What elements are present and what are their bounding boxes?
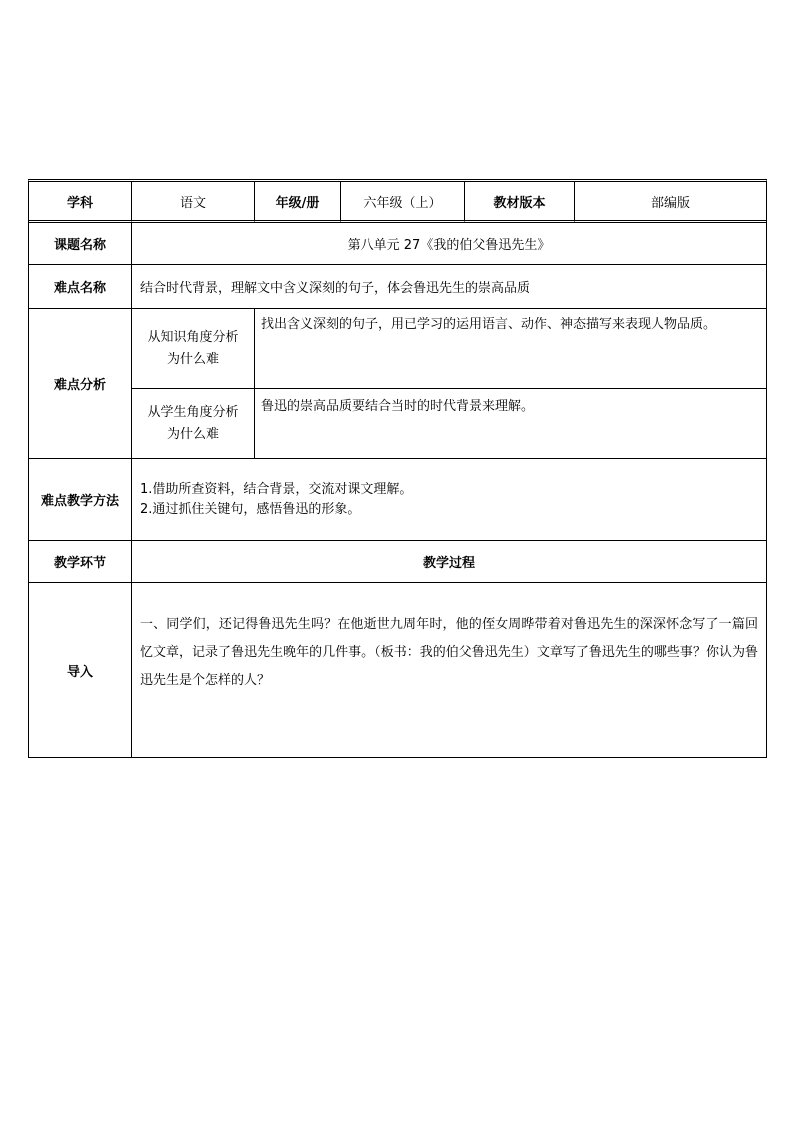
- student-label: [132, 389, 255, 459]
- student-label-line2: 为什么难: [166, 426, 219, 442]
- method-label: 难点教学方法: [29, 459, 132, 541]
- knowledge-label-line2: 为什么难: [166, 351, 219, 367]
- analysis-label: 难点分析: [29, 309, 132, 459]
- method-row: [29, 459, 766, 541]
- lesson-label: 课题名称: [29, 223, 132, 265]
- lesson-row: [29, 223, 766, 265]
- method-line-1: 1.借助所查资料，结合背景，交流对课文理解。: [140, 481, 413, 497]
- stage-label: 教学环节: [29, 541, 132, 583]
- header-row: [29, 182, 766, 223]
- process-header-row: [29, 541, 766, 583]
- student-label-line1: 从学生角度分析: [147, 404, 239, 420]
- student-value: 鲁迅的崇高品质要结合当时的时代背景来理解。: [255, 389, 766, 459]
- knowledge-label: [132, 309, 255, 389]
- difficulty-label: 难点名称: [29, 265, 132, 309]
- subject-label: 学科: [29, 182, 132, 223]
- lesson-value: 第八单元 27《我的伯父鲁迅先生》: [132, 223, 766, 265]
- analysis-row-knowledge: [29, 309, 766, 389]
- subject-value: 语文: [132, 182, 255, 223]
- process-label: 教学过程: [132, 541, 766, 583]
- method-value: [132, 459, 766, 541]
- intro-label: 导入: [29, 583, 132, 757]
- analysis-row-student: [29, 389, 766, 459]
- difficulty-value: 结合时代背景，理解文中含义深刻的句子，体会鲁迅先生的崇高品质: [132, 265, 766, 309]
- grade-label: 年级/册: [255, 182, 341, 223]
- knowledge-label-line1: 从知识角度分析: [147, 329, 239, 345]
- intro-text: 一、同学们，还记得鲁迅先生吗？在他逝世九周年时，他的侄女周晔带着对鲁迅先生的深深怀念写了一篇回忆文章，记录了鲁迅先生晚年的几件事。（板书：我的伯父鲁迅先生）文章写了鲁迅先生的哪些事？你认为鲁迅先生是个怎样的人？: [140, 617, 758, 688]
- grade-value: 六年级（上）: [341, 182, 465, 223]
- method-line-2: 2.通过抓住关键句，感悟鲁迅的形象。: [140, 501, 361, 517]
- difficulty-row: [29, 265, 766, 309]
- edition-value: 部编版: [575, 182, 766, 223]
- intro-row: [29, 583, 766, 757]
- knowledge-value: 找出含义深刻的句子，用已学习的运用语言、动作、神态描写来表现人物品质。: [255, 309, 766, 389]
- edition-label: 教材版本: [465, 182, 575, 223]
- lesson-plan-table: [28, 179, 767, 758]
